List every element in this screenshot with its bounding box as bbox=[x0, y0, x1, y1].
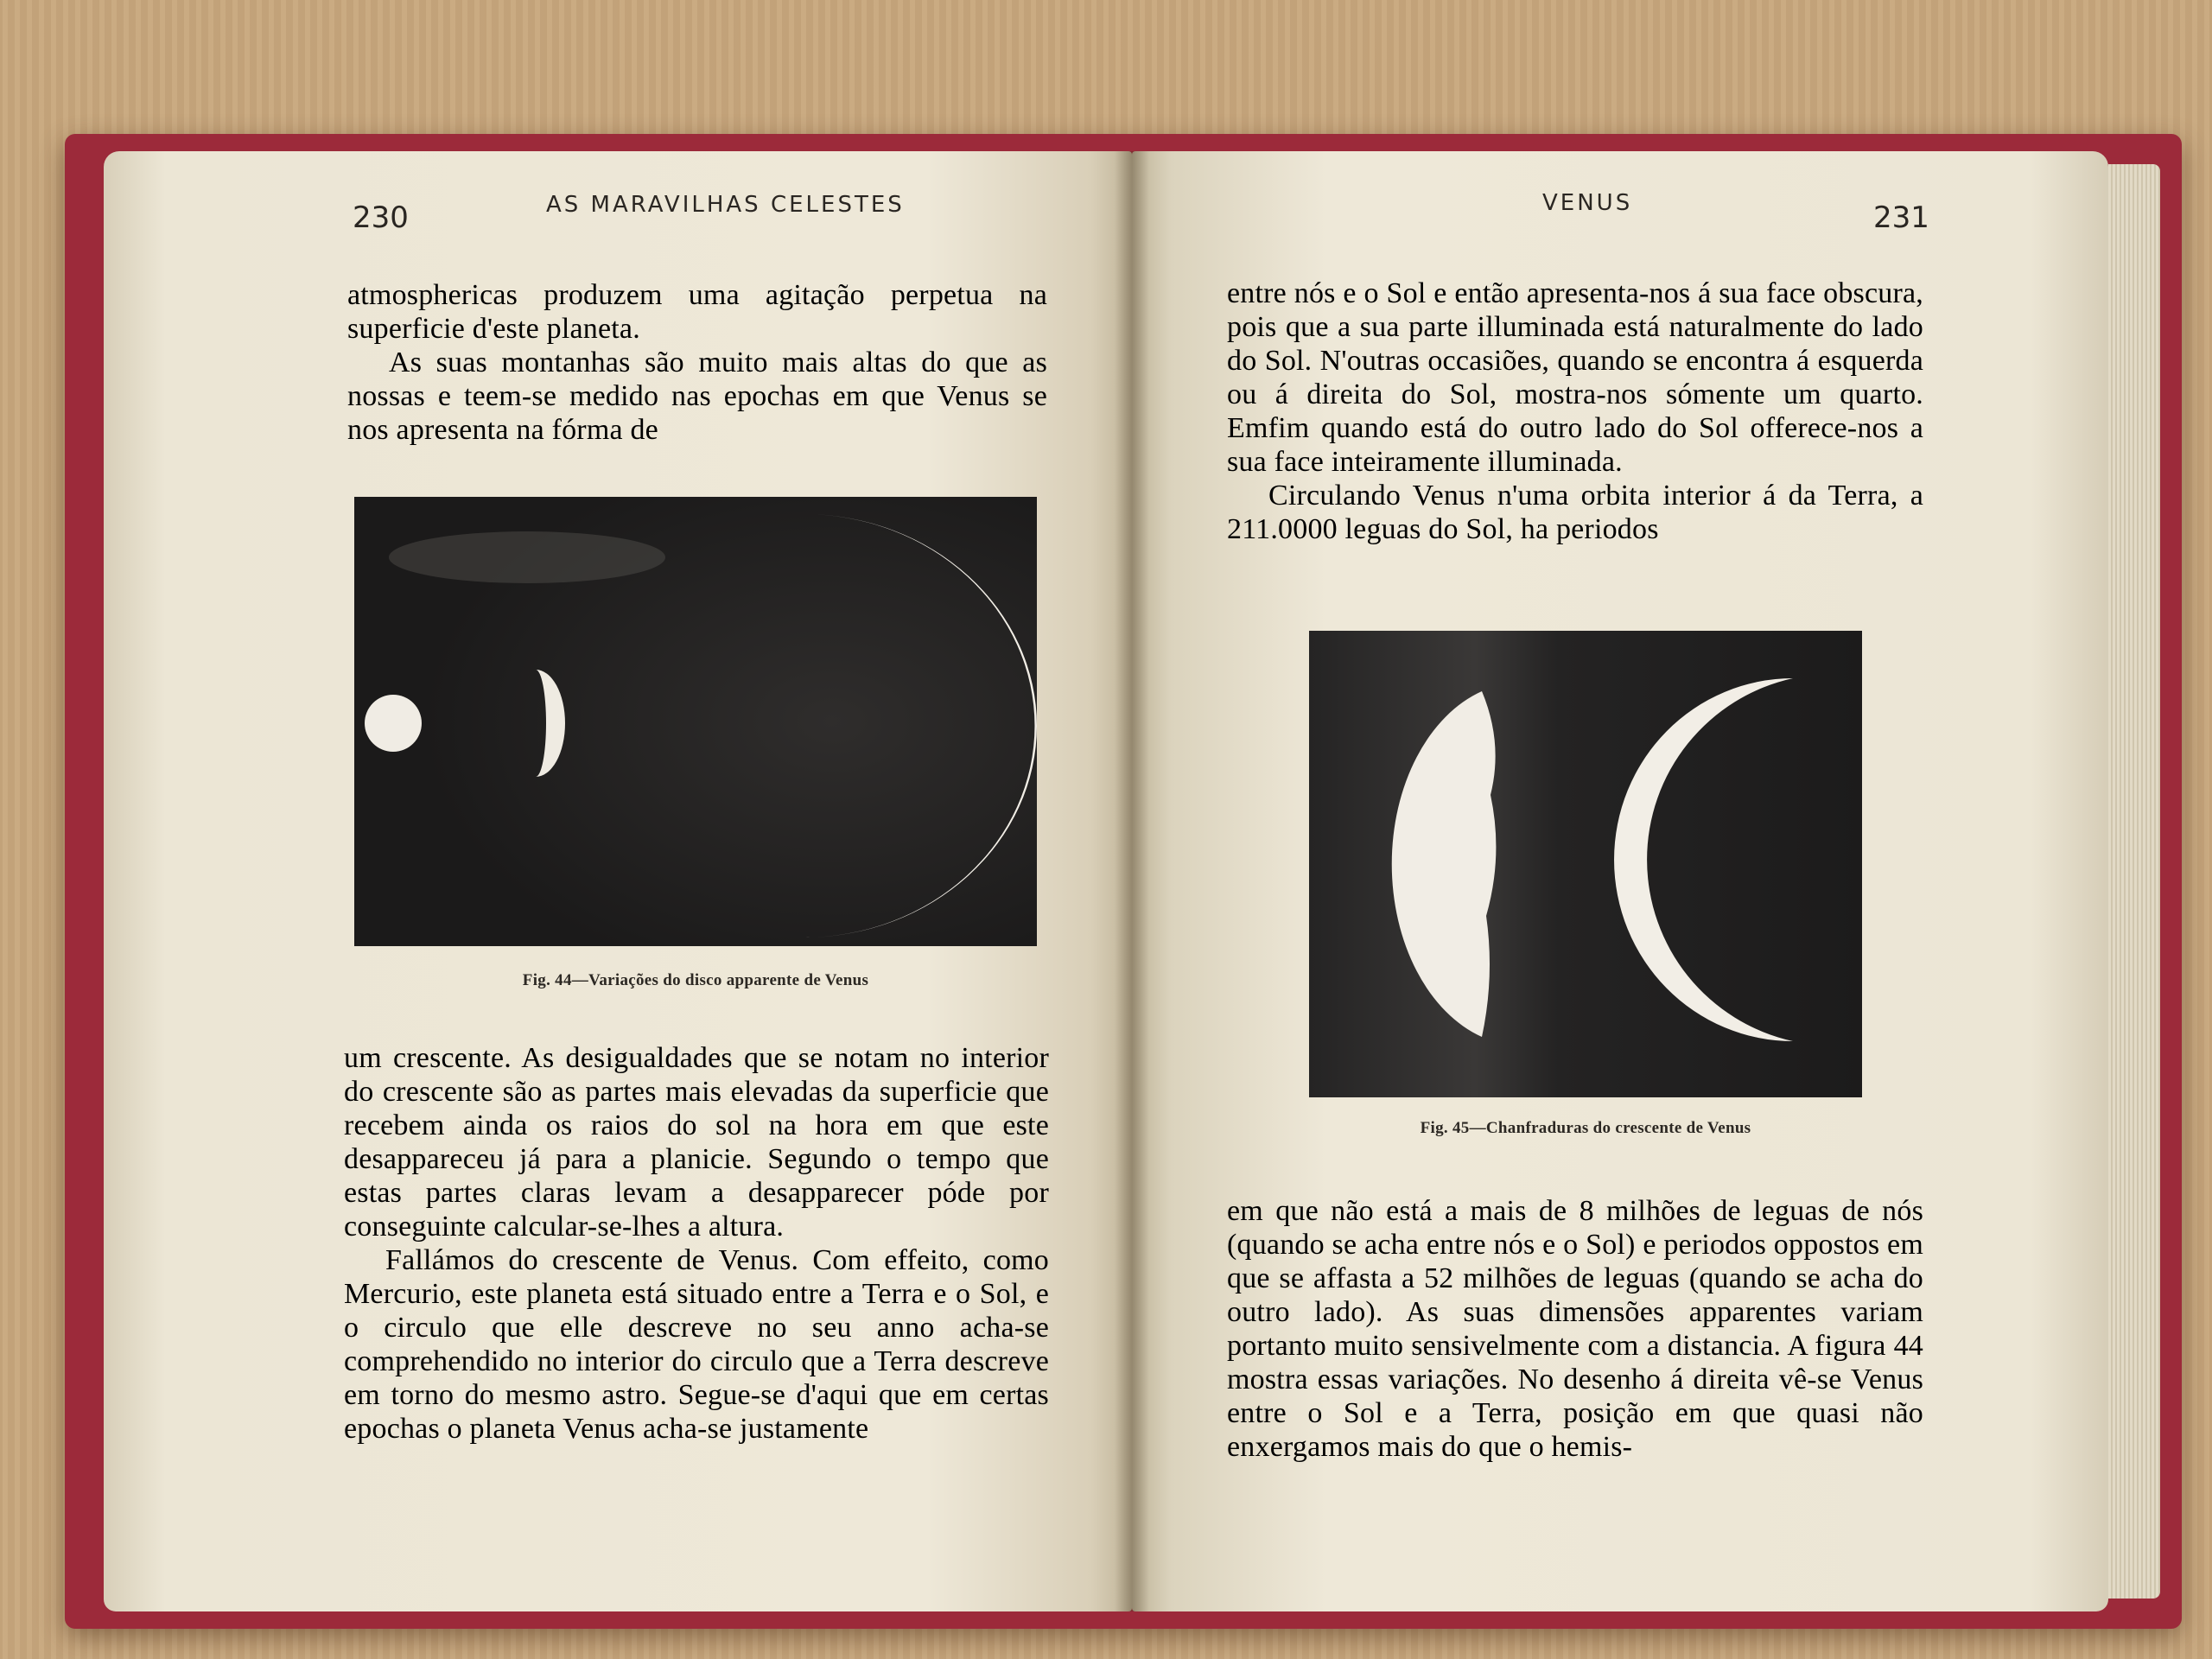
right-running-title: VENUS bbox=[1542, 190, 1633, 216]
paragraph: entre nós e o Sol e então apresenta-nos á sua face obscura, pois que a sua parte illuminada está naturalmente do lado do Sol. N'outras occasiões, quando se encontra á esquerda ou á direita do Sol, mostra-nos sómente um quarto. Emfim quando está do outro lado do Sol offerece-nos a sua face inteiramente illuminada. bbox=[1227, 277, 1923, 478]
figure-44-caption: Fig. 44—Variações do disco apparente de Venus bbox=[522, 971, 869, 989]
paragraph: atmosphericas produzem uma agitação perpetua na superficie d'este planeta. bbox=[347, 279, 1047, 345]
paragraph: em que não está a mais de 8 milhões de leguas de nós (quando se acha entre nós e o Sol) e periodos oppostos em que se affasta a 52 milhões de leguas (quando se acha do outro lado). As suas dimensões apparentes variam portanto muito sensivelmente com a distancia. A figura 44 mostra essas variações. No desenho á direita vê-se Venus entre o Sol e a Terra, posição em que quasi não enxergamos mais do que o hemis- bbox=[1227, 1195, 1923, 1463]
paragraph: Fallámos do crescente de Venus. Com effeito, como Mercurio, este planeta está situado entre a Terra e o Sol, e o circulo que elle descreve no seu anno acha-se comprehendido no interior do circulo que a Terra descreve em torno do mesmo astro. Segue-se d'aqui que em certas epochas o planeta Venus acha-se justamente bbox=[344, 1244, 1049, 1445]
right-page-number: 231 bbox=[1873, 200, 1929, 235]
left-page-number: 230 bbox=[353, 200, 409, 235]
figure-45-crescent-indentations bbox=[1309, 631, 1862, 1097]
left-text-bottom bbox=[344, 1041, 1049, 1446]
paragraph: Circulando Venus n'uma orbita interior á da Terra, a 211.0000 leguas do Sol, ha periodos bbox=[1227, 480, 1923, 545]
venus-phases-illustration bbox=[354, 497, 1037, 946]
page-edges bbox=[2108, 164, 2160, 1599]
right-text-bottom bbox=[1227, 1194, 1923, 1464]
full-disc-venus bbox=[365, 695, 422, 752]
venus-crescents-illustration bbox=[1309, 631, 1862, 1097]
left-running-title: AS MARAVILHAS CELESTES bbox=[546, 192, 905, 218]
paragraph: um crescente. As desigualdades que se notam no interior do crescente são as partes mais elevadas da superficie que recebem ainda os raios do sol na hora em que este desappareceu já para a planicie. Segundo o tempo que estas partes claras levam a desapparecer póde por conseguinte calcular-se-lhes a altura. bbox=[344, 1042, 1049, 1243]
right-text-top bbox=[1227, 276, 1923, 546]
figure-44-venus-disc-variations bbox=[354, 497, 1037, 946]
book-gutter bbox=[1115, 151, 1149, 1611]
left-text-top bbox=[347, 278, 1047, 447]
figure-45-caption: Fig. 45—Chanfraduras do crescente de Venus bbox=[1420, 1119, 1751, 1137]
paragraph: As suas montanhas são muito mais altas do que as nossas e teem-se medido nas epochas em que Venus se nos apresenta na fórma de bbox=[347, 346, 1047, 446]
